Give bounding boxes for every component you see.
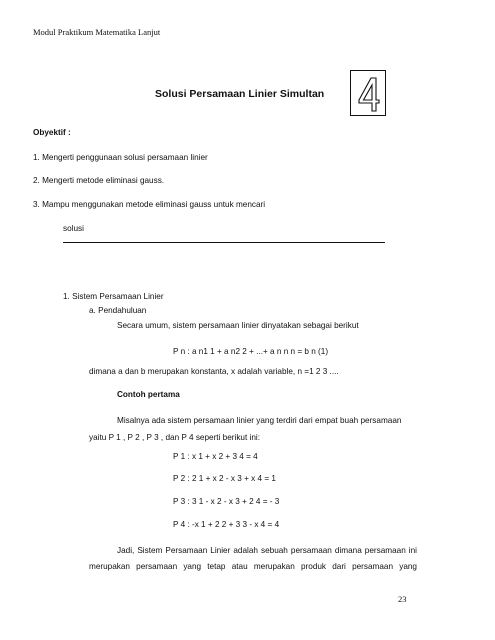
example-text-line-2: yaitu P 1 , P 2 , P 3 , dan P 4 seperti berikut ini: xyxy=(89,433,260,442)
general-equation: P n : a n1 1 + a n2 2 + ...+ a n n n = b n (1) xyxy=(173,347,329,356)
example-heading: Contoh pertama xyxy=(117,390,180,399)
description-text: dimana a dan b merupakan konstanta, x adalah variable, n =1 2 3 .... xyxy=(89,367,339,376)
chapter-title: Solusi Persamaan Linier Simultan xyxy=(155,88,325,100)
intro-text: Secara umum, sistem persamaan linier dinyatakan sebagai berikut xyxy=(117,321,359,330)
divider-line xyxy=(63,242,385,243)
objective-item-2: 2. Mengerti metode eliminasi gauss. xyxy=(33,176,165,185)
equation-p1: P 1 : x 1 + x 2 + 3 4 = 4 xyxy=(173,452,258,461)
section-heading: 1. Sistem Persamaan Linier xyxy=(63,292,164,301)
conclusion-line-2: merupakan persamaan yang tetap atau merupakan produk dari persamaan yang xyxy=(89,562,417,571)
subsection-heading: a. Pendahuluan xyxy=(89,306,147,315)
equation-p2: P 2 : 2 1 + x 2 - x 3 + x 4 = 1 xyxy=(173,474,276,483)
example-text-1: Misalnya ada sistem persamaan linier yang terdiri dari empat buah persamaan xyxy=(117,416,402,425)
chapter-number-4-icon xyxy=(351,71,387,117)
objective-heading: Obyektif : xyxy=(33,128,71,137)
objective-item-3: 3. Mampu menggunakan metode eliminasi gauss untuk mencari xyxy=(33,200,266,209)
objective-item-1: 1. Mengerti penggunaan solusi persamaan linier xyxy=(33,153,208,162)
conclusion-line-1: Jadi, Sistem Persamaan Linier adalah sebuah persamaan dimana persamaan ini xyxy=(117,546,417,555)
page-number: 23 xyxy=(398,594,407,604)
equation-p3: P 3 : 3 1 - x 2 - x 3 + 2 4 = - 3 xyxy=(173,497,280,506)
example-text-line-1 xyxy=(117,416,417,425)
objective-item-3-continuation: solusi xyxy=(63,224,84,233)
chapter-number-box xyxy=(350,70,386,116)
running-header: Modul Praktikum Matematika Lanjut xyxy=(33,27,161,37)
equation-p4: P 4 : -x 1 + 2 2 + 3 3 - x 4 = 4 xyxy=(173,520,280,529)
